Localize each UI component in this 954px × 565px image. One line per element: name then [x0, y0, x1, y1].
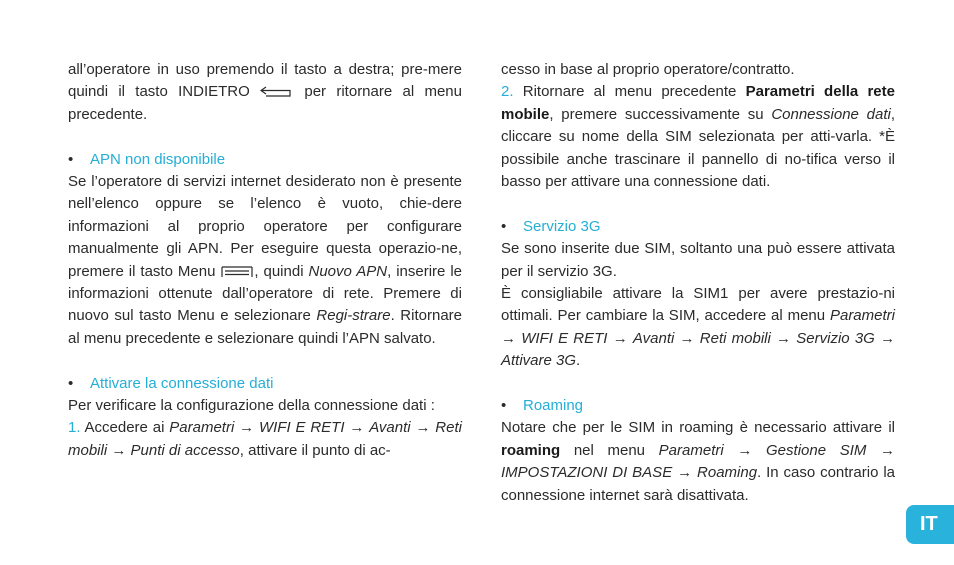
left-column	[68, 59, 462, 462]
paragraph-step-2: cesso in base al proprio operatore/contratto. 2. Ritornare al menu precedente Parametri della rete mobile, premere successivamente su Connessione dati, cliccare su nome della SIM selezionata per atti-varla. *È possibile anche trascinare il pannello di no-tifica verso il basso per attivare una connessione dati.	[501, 61, 895, 191]
arrow-icon: →	[415, 419, 431, 437]
back-key-icon	[260, 84, 294, 98]
heading-apn: APN non disponibile	[90, 150, 226, 168]
bullet-icon: •	[501, 217, 507, 235]
menu-key-icon	[220, 264, 254, 278]
bullet-heading-3g	[501, 216, 895, 238]
paragraph-3g: Se sono inserite due SIM, soltanto una può essere attivata per il servizio 3G. È consigliabile attivare la SIM1 per avere prestazio-ni ottimali. Per cambiare la SIM, accedere al menu Parametri → WIFI E RETI → Avanti → Reti mobili → Servizio 3G → Attivare 3G.	[501, 240, 896, 370]
bullet-heading-data-connection	[68, 373, 462, 395]
arrow-icon: →	[349, 419, 365, 437]
bullet-icon: •	[68, 374, 74, 392]
arrow-icon: →	[776, 329, 792, 347]
language-tab: IT	[906, 505, 954, 544]
paragraph-roaming: Notare che per le SIM in roaming è necessario attivare il roaming nel menu Parametri → Gestione SIM → IMPOSTAZIONI DI BASE → Roaming. In caso contrario la connessione internet sarà disattivata.	[501, 419, 896, 504]
heading-3g: Servizio 3G	[523, 217, 601, 235]
step-number-1: 1.	[68, 419, 81, 437]
arrow-icon: →	[612, 329, 628, 347]
heading-roaming: Roaming	[523, 397, 584, 415]
arrow-icon: →	[111, 441, 127, 459]
arrow-icon: →	[677, 464, 693, 482]
arrow-icon: →	[737, 441, 753, 459]
arrow-icon: →	[239, 419, 255, 437]
paragraph-back-key: all’operatore in uso premendo il tasto a destra; pre-mere quindi il tasto INDIETRO per ritornare al menu precedente.	[68, 61, 462, 123]
step-number-2: 2.	[501, 83, 514, 101]
bullet-heading-apn	[68, 149, 462, 171]
arrow-icon: →	[501, 329, 516, 347]
paragraph-apn: Se l’operatore di servizi internet desiderato non è presente nell’elenco oppure se l’elenco è vuoto, chie-dere informazioni al proprio operatore per configurare manualmente gli APN. Per eseguire questa operazio-ne, premere il tasto Menu , quindi Nuovo APN, inserire le informazioni ottenute dall’operatore di rete. Premere di nuovo sul tasto Menu e selezionare Regi-strare. Ritornare al menu precedente e selezionare quindi l’APN salvato.	[68, 173, 462, 347]
arrow-icon: →	[679, 329, 695, 347]
arrow-icon: →	[880, 441, 896, 459]
arrow-icon: →	[880, 329, 896, 347]
right-column	[501, 59, 895, 507]
heading-data-connection: Attivare la connessione dati	[90, 374, 274, 392]
bullet-icon: •	[501, 397, 507, 415]
paragraph-data-connection: Per verificare la configurazione della connessione dati : 1. Accedere ai Parametri → WIFI E RETI → Avanti → Reti mobili → Punti di accesso, attivare il punto di ac-	[68, 397, 462, 459]
bullet-icon: •	[68, 150, 74, 168]
bullet-heading-roaming	[501, 395, 895, 417]
